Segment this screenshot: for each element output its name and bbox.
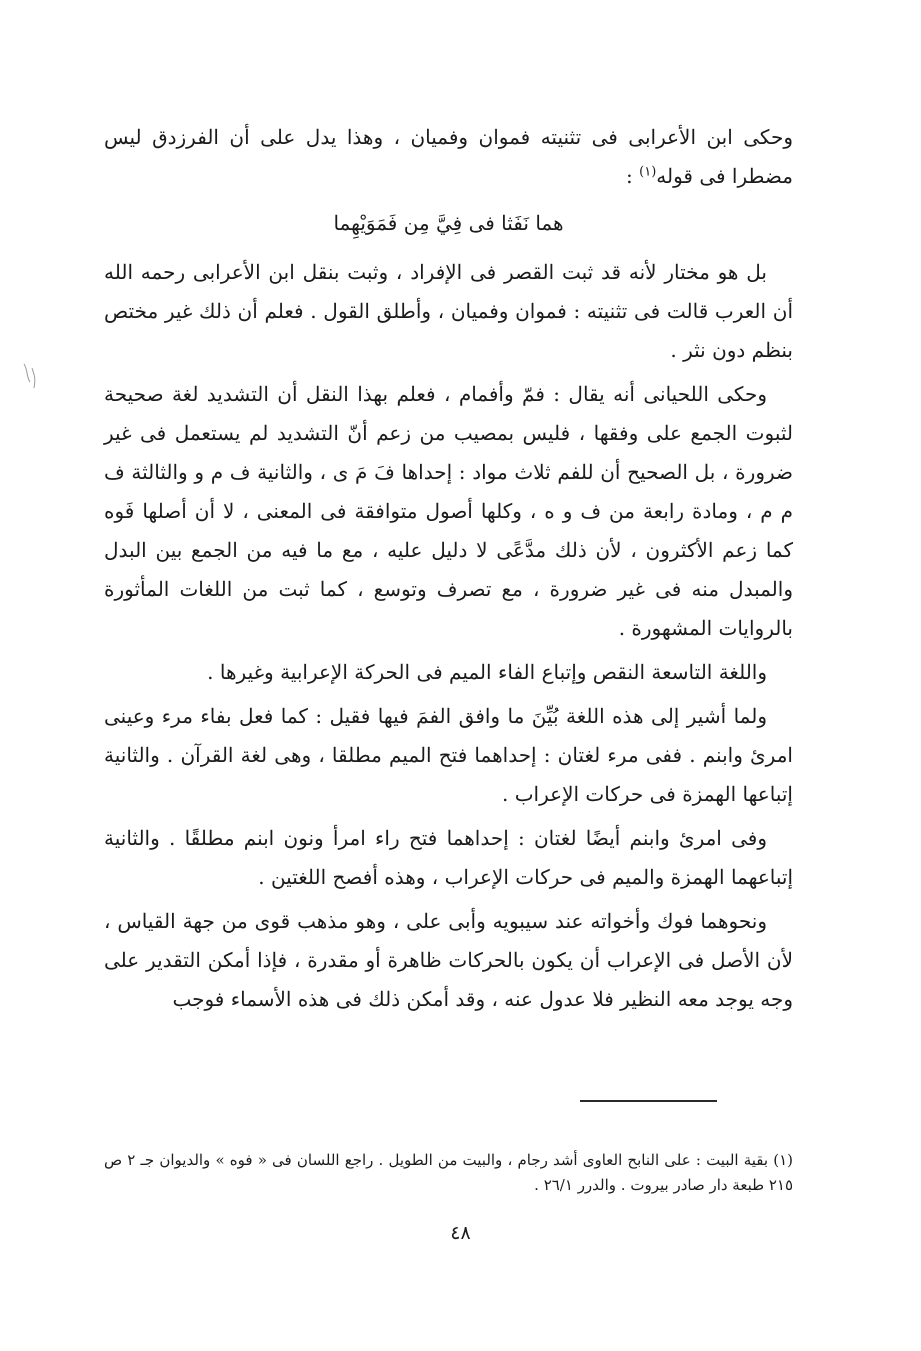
- footnote-separator: [580, 1100, 717, 1102]
- paragraph-3: وحكى اللحيانى أنه يقال : فمّ وأفمام ، فعلم بهذا النقل أن التشديد لغة صحيحة لثبوت الجمع على وفقها ، فليس بمصيب من زعم أنّ التشديد لم يستعمل فى غير ضرورة ، بل الصحيح أن للفم ثلاث مواد : إحداها فَ مَ ى ، والثانية ف م و والثالثة ف م م ، ومادة رابعة من ف و ه ، وكلها أصول متوافقة فى المعنى ، لا أن أصلها فَوه كما زعم الأكثرون ، لأن ذلك مدَّعًى لا دليل عليه ، مع ما فيه من الجمع بين البدل والمبدل منه فى غير ضرورة ، مع تصرف وتوسع ، كما ثبت من اللغات المأثورة بالروايات المشهورة .: [104, 382, 793, 640]
- paragraph-7: ونحوهما فوك وأخواته عند سيبويه وأبى على ، وهو مذهب قوى من جهة القياس ، لأن الأصل فى الإعراب أن يكون بالحركات ظاهرة أو مقدرة ، فإذا أمكن التقدير على وجه يوجد معه النظير فلا عدول عنه ، وقد أمكن ذلك فى هذه الأسماء فوجب: [104, 909, 793, 1011]
- paragraph-4: واللغة التاسعة النقص وإتباع الفاء الميم فى الحركة الإعرابية وغيرها .: [207, 660, 767, 684]
- paragraph-6: وفى امرئ وابنم أيضًا لغتان : إحداهما فتح راء امرأ ونون ابنم مطلقًا . والثانية إتباعهما الهمزة والميم فى حركات الإعراب ، وهذه أفصح اللغتين .: [104, 826, 793, 889]
- margin-pencil-mark: [20, 360, 42, 394]
- paragraph-5: ولما أشير إلى هذه اللغة بُيِّنَ ما وافق الفمَ فيها فقيل : كما فعل بفاء مرء وعينى امرئ وابنم . ففى مرء لغتان : إحداهما فتح الميم مطلقا ، وهى لغة القرآن . والثانية إتباعها الهمزة فى حركات الإعراب .: [104, 704, 793, 806]
- page-number: ٤٨: [450, 1222, 471, 1244]
- footnote: (١) بقية البيت : على النابح العاوى أشد رجام ، والبيت من الطويل . راجع اللسان فى « فوه » والديوان جـ ٢ ص ٢١٥ طبعة دار صادر بيروت . والدرر ٢٦/١ .: [104, 1151, 794, 1194]
- paragraph-1: [104, 118, 793, 196]
- main-text-body: [104, 118, 793, 1024]
- poetry-verse: هما نَفَثا فى فِيَّ مِن فَمَوَيْهِما: [333, 211, 564, 235]
- paragraph-1-text: وحكى ابن الأعرابى فى تثنيته فموان وفميان ، وهذا يدل على أن الفرزدق ليس مضطرا فى قوله: [104, 125, 793, 188]
- paragraph-1-colon: :: [626, 164, 640, 188]
- footnote-marker: (١): [639, 164, 657, 180]
- paragraph-2: بل هو مختار لأنه قد ثبت القصر فى الإفراد ، وثبت بنقل ابن الأعرابى رحمه الله أن العرب قالت فى تثنيته : فموان وفميان ، وأطلق القول . فعلم أن ذلك غير مختص بنظم دون نثر .: [104, 260, 793, 362]
